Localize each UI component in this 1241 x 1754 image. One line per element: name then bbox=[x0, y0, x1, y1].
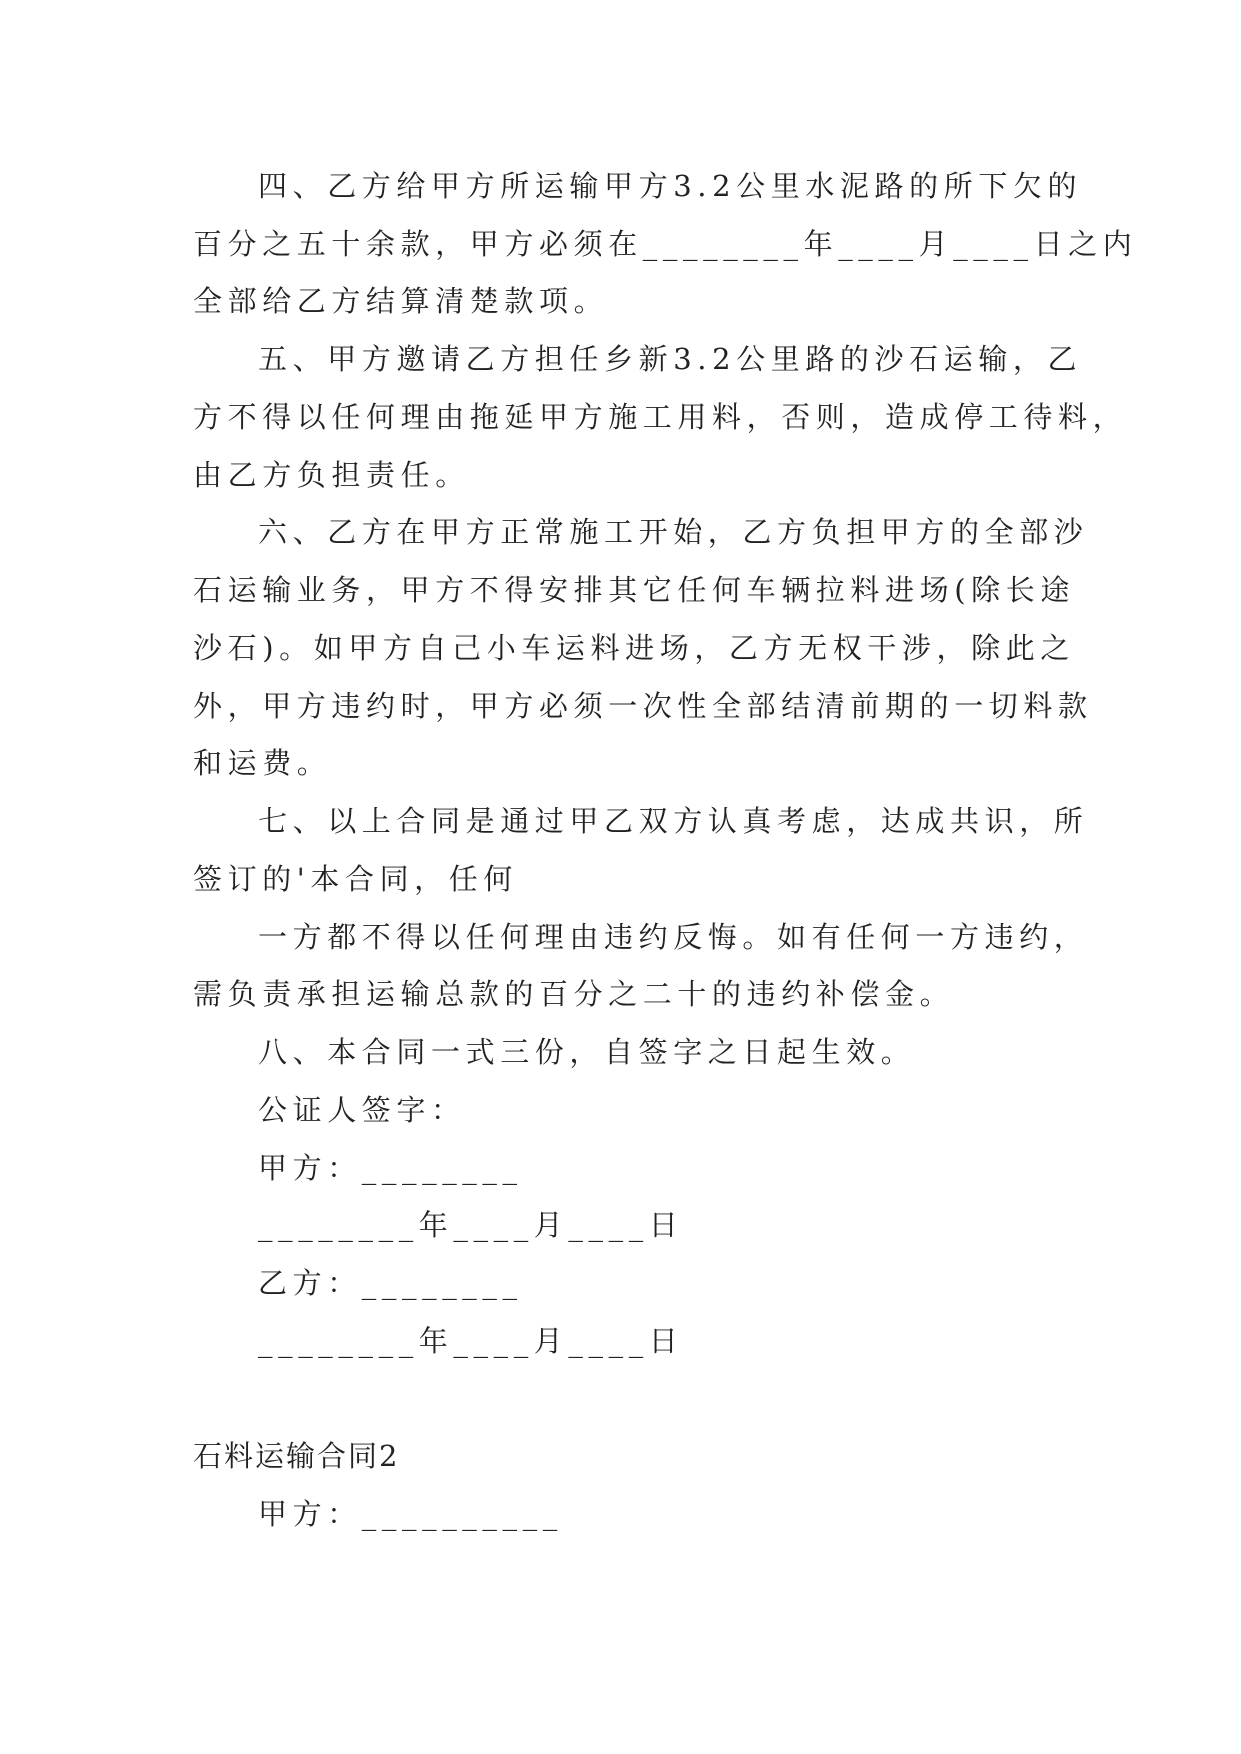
clause-6-line-4: 外，甲方违约时，甲方必须一次性全部结清前期的一切料款 bbox=[193, 689, 1093, 723]
clause-5-line-2: 方不得以任何理由拖延甲方施工用料，否则，造成停工待料， bbox=[193, 400, 1128, 434]
clause-5-line-3: 由乙方负担责任。 bbox=[193, 458, 470, 492]
party-b-date: ________年____月____日 bbox=[258, 1324, 684, 1358]
party-a-date: ________年____月____日 bbox=[258, 1208, 684, 1242]
clause-6-line-2: 石运输业务，甲方不得安排其它任何车辆拉料进场(除长途 bbox=[193, 573, 1075, 607]
clause-7-cont-line-1: 一方都不得以任何理由违约反悔。如有任何一方违约， bbox=[258, 920, 1089, 954]
clause-7-line-1: 七、以上合同是通过甲乙双方认真考虑，达成共识，所 bbox=[258, 804, 1089, 838]
notary-signature-label: 公证人签字： bbox=[258, 1093, 466, 1127]
clause-4-line-2: 百分之五十余款，甲方必须在________年____月____日之内 bbox=[193, 227, 1138, 261]
party-a-signature: 甲方：________ bbox=[258, 1151, 523, 1185]
clause-6-line-3: 沙石)。如甲方自己小车运料进场，乙方无权干涉，除此之 bbox=[193, 631, 1075, 665]
clause-6-line-5: 和运费。 bbox=[193, 746, 332, 780]
party-b-signature: 乙方：________ bbox=[258, 1266, 523, 1300]
clause-8-line-1: 八、本合同一式三份，自签字之日起生效。 bbox=[258, 1035, 916, 1069]
clause-7-cont-line-2: 需负责承担运输总款的百分之二十的违约补偿金。 bbox=[193, 977, 955, 1011]
clause-4-line-3: 全部给乙方结算清楚款项。 bbox=[193, 284, 609, 318]
second-contract-title: 石料运输合同2 bbox=[193, 1439, 400, 1473]
second-contract-party-a: 甲方：__________ bbox=[258, 1497, 563, 1531]
clause-4-line-1: 四、乙方给甲方所运输甲方3.2公里水泥路的所下欠的 bbox=[258, 169, 1083, 203]
clause-7-line-2: 签订的'本合同，任何 bbox=[193, 862, 518, 896]
clause-6-line-1: 六、乙方在甲方正常施工开始，乙方负担甲方的全部沙 bbox=[258, 515, 1089, 549]
clause-5-line-1: 五、甲方邀请乙方担任乡新3.2公里路的沙石运输，乙 bbox=[258, 342, 1083, 376]
